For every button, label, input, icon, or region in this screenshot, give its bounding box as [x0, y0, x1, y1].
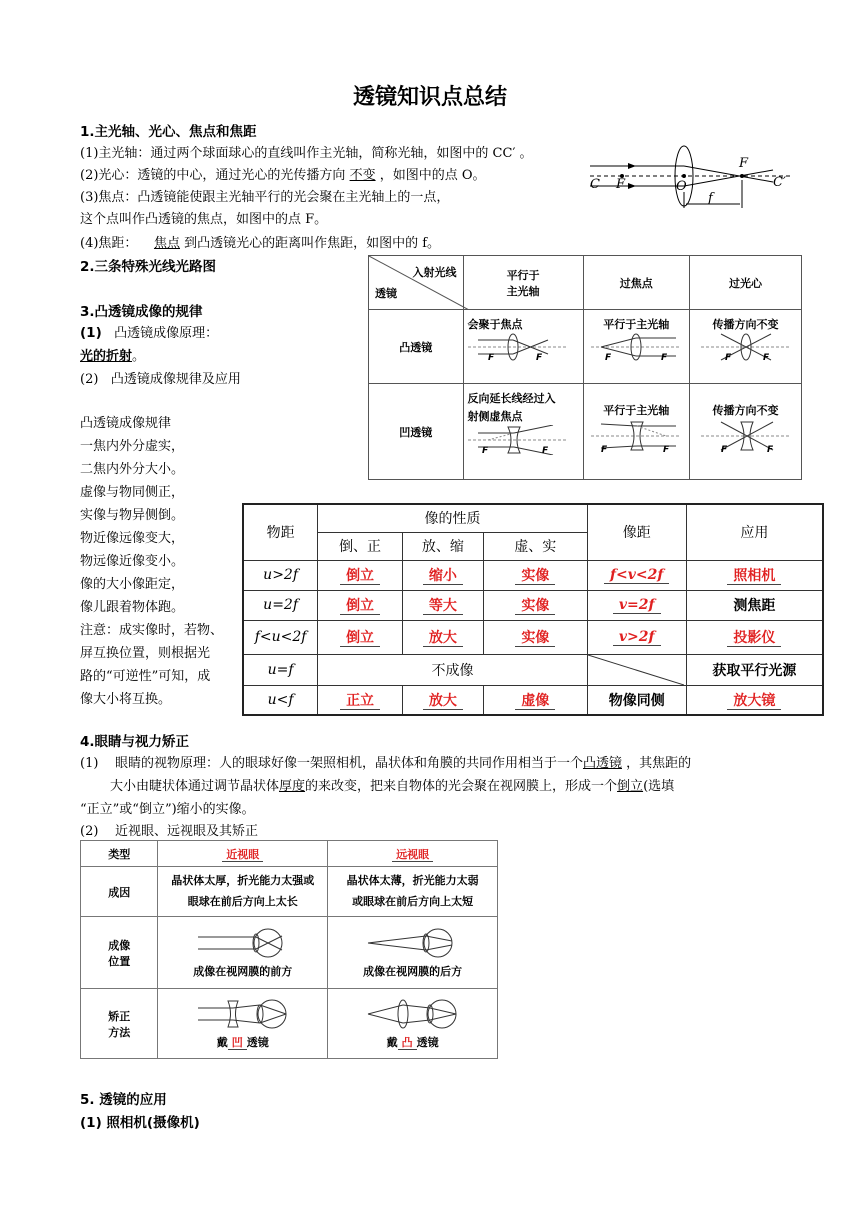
- section-2-heading: 2.三条特殊光线光路图: [80, 259, 217, 275]
- svg-text:F: F: [663, 445, 670, 454]
- row-convex: 凸透镜: [369, 310, 464, 384]
- s1-line-3: (3)焦点：凸透镜能使跟主光轴平行的光会聚在主光轴上的一点，: [80, 190, 450, 205]
- near-position: 成像在视网膜的前方: [193, 965, 293, 978]
- concave-focus-label: 平行于主光轴: [603, 404, 670, 417]
- near-eye-diagram: [188, 926, 298, 960]
- svg-text:F: F: [535, 353, 542, 362]
- col-through-focus: 过焦点: [583, 256, 689, 310]
- table-row: u=2f 倒立 等大 实像 v=2f 测焦距: [243, 590, 823, 620]
- table-row: u=f 不成像 获取平行光源: [243, 654, 823, 685]
- svg-text:F: F: [487, 353, 494, 362]
- concave-focus-diagram: [591, 418, 681, 454]
- table-row: u<f 正立 放大 虚像 物像同侧 放大镜: [243, 685, 823, 715]
- th-application: 应用: [686, 504, 823, 560]
- near-sighted-label: 近视眼: [222, 848, 263, 862]
- col-through-center: 过光心: [690, 256, 802, 310]
- convex-correction-diagram: [358, 997, 468, 1031]
- svg-text:F: F: [601, 445, 608, 454]
- corner-cell: 入射光线 透镜: [369, 256, 464, 310]
- s3-rules-verse: 凸透镜成像规律 一焦内外分虚实， 二焦内外分大小。 虚像与物同侧正， 实像与物异侧倒。 物近像远像变大， 物远像近像变小。 像的大小像距定， 像儿跟着物体跑。 注意：成实像时，若物、 屏互换位置，则根据光 路的“可逆性”可知，成 像大小将互换。: [80, 416, 224, 707]
- page-title: 透镜知识点总结: [352, 85, 507, 110]
- svg-text:F: F: [766, 445, 773, 454]
- row-concave: 凹透镜: [369, 384, 464, 480]
- s3-principle-answer: 光的折射。: [80, 349, 146, 364]
- s3-principle: (1) 凸透镜成像原理：: [80, 325, 219, 341]
- fig-label-focal-length: f: [708, 191, 713, 206]
- s4-para-line-1: (1) 眼睛的视物原理：人的眼球好像一架照相机，晶状体和角膜的共同作用相当于一个凸透镜 ，其焦距的: [80, 756, 692, 771]
- svg-text:F: F: [481, 446, 488, 456]
- far-fix: 戴 凸 透镜: [386, 1036, 439, 1049]
- table-row: u>2f 倒立 缩小 实像 f<v<2f 照相机: [243, 560, 823, 590]
- svg-text:F: F: [661, 353, 668, 362]
- svg-text:F: F: [762, 353, 769, 362]
- s4-para-line-2: 大小由睫状体通过调节晶状体厚度的来改变，把来自物体的光会聚在视网膜上，形成一个倒立(选填: [110, 779, 675, 794]
- concave-parallel-label: 反向延长线经过入 射侧虚焦点: [467, 392, 556, 423]
- s4-para-line-3: “正立”或“倒立”)缩小的实像。: [80, 802, 255, 817]
- th-object-distance: 物距: [243, 504, 318, 560]
- convex-center-label: 传播方向不变: [712, 318, 779, 331]
- th-image-distance: 像距: [587, 504, 686, 560]
- s1-line-1: (1)主光轴：通过两个球面球心的直线叫作主光轴，简称光轴，如图中的 CC′ 。: [80, 146, 533, 161]
- concave-center-diagram: [701, 418, 791, 454]
- section-5-heading: 5. 透镜的应用: [80, 1092, 167, 1108]
- table-row: f<u<2f 倒立 放大 实像 v>2f 投影仪: [243, 620, 823, 654]
- far-eye-diagram: [358, 926, 468, 960]
- fig-label-o: O: [676, 179, 687, 194]
- concave-parallel-diagram: [468, 425, 568, 455]
- fig-label-c: C: [590, 177, 600, 192]
- special-rays-table: [368, 255, 802, 480]
- far-sighted-label: 远视眼: [392, 848, 433, 862]
- diagonal-cell: [587, 654, 686, 685]
- convex-focus-diagram: [591, 332, 681, 362]
- section-1-heading: 1.主光轴、光心、焦点和焦距: [80, 124, 257, 140]
- far-position: 成像在视网膜的后方: [363, 965, 463, 978]
- s1-line-2: (2)光心：透镜的中心，通过光心的光传播方向 不变 ，如图中的点 O。: [80, 168, 486, 183]
- convex-center-diagram: [701, 332, 791, 362]
- concave-center-label: 传播方向不变: [712, 404, 779, 417]
- th-image-nature: 像的性质: [318, 504, 588, 532]
- convex-focus-label: 平行于主光轴: [603, 318, 670, 331]
- convex-parallel-diagram: [468, 332, 568, 362]
- s4-sub-title: (2) 近视眼、远视眼及其矫正: [80, 824, 258, 839]
- fig-label-c-prime: C′: [773, 175, 786, 190]
- svg-text:F: F: [541, 446, 548, 456]
- s1-line-4: 这个点叫作凸透镜的焦点，如图中的点 F。: [80, 212, 328, 227]
- svg-text:F: F: [720, 445, 727, 454]
- near-cause: 晶状体太厚，折光能力太强或 眼球在前后方向上太长: [158, 867, 328, 917]
- near-fix: 戴 凹 透镜: [216, 1036, 269, 1049]
- eye-correction-table: 类型 近视眼 远视眼 成因 晶状体太厚，折光能力太强或 眼球在前后方向上太长 晶状体太薄，折光能力太弱 或眼球在前后方向上太短 成像 位置 成像在视网膜的前方 成像在视网膜的后方 矫正 方法 戴 凹 透镜 戴 凸 透镜: [80, 840, 498, 1059]
- s5-item-1: (1) 照相机(摄像机): [80, 1115, 200, 1131]
- s1-line-5: (4)焦距： 焦点 到凸透镜光心的距离叫作焦距，如图中的 f。: [80, 236, 441, 251]
- fig-label-f-left: F: [616, 177, 626, 192]
- imaging-rules-table: 物距 像的性质 像距 应用 倒、正 放、缩 虚、实 u>2f 倒立 缩小 实像 f<v<2f 照相机 u=2f 倒立 等大 实像 v=2f 测焦距 f<u<2f 倒立 放大 实像 v>2f 投影仪 u=f 不成像 获取平行光源 u<f 正立 放大 虚像 物像同侧 放大镜: [242, 503, 824, 716]
- col-parallel: 平行于 主光轴: [463, 256, 583, 310]
- s3-rule-title: (2) 凸透镜成像规律及应用: [80, 372, 241, 387]
- section-3-heading: 3.凸透镜成像的规律: [80, 304, 203, 320]
- svg-text:F: F: [605, 353, 612, 362]
- concave-correction-diagram: [188, 997, 298, 1031]
- fig-label-f-right: F: [739, 156, 749, 171]
- section-4-heading: 4.眼睛与视力矫正: [80, 734, 190, 750]
- convex-lens-focus-figure: [588, 140, 798, 212]
- svg-text:F: F: [724, 353, 731, 362]
- convex-parallel-label: 会聚于焦点: [467, 318, 523, 331]
- far-cause: 晶状体太薄，折光能力太弱 或眼球在前后方向上太短: [328, 867, 498, 917]
